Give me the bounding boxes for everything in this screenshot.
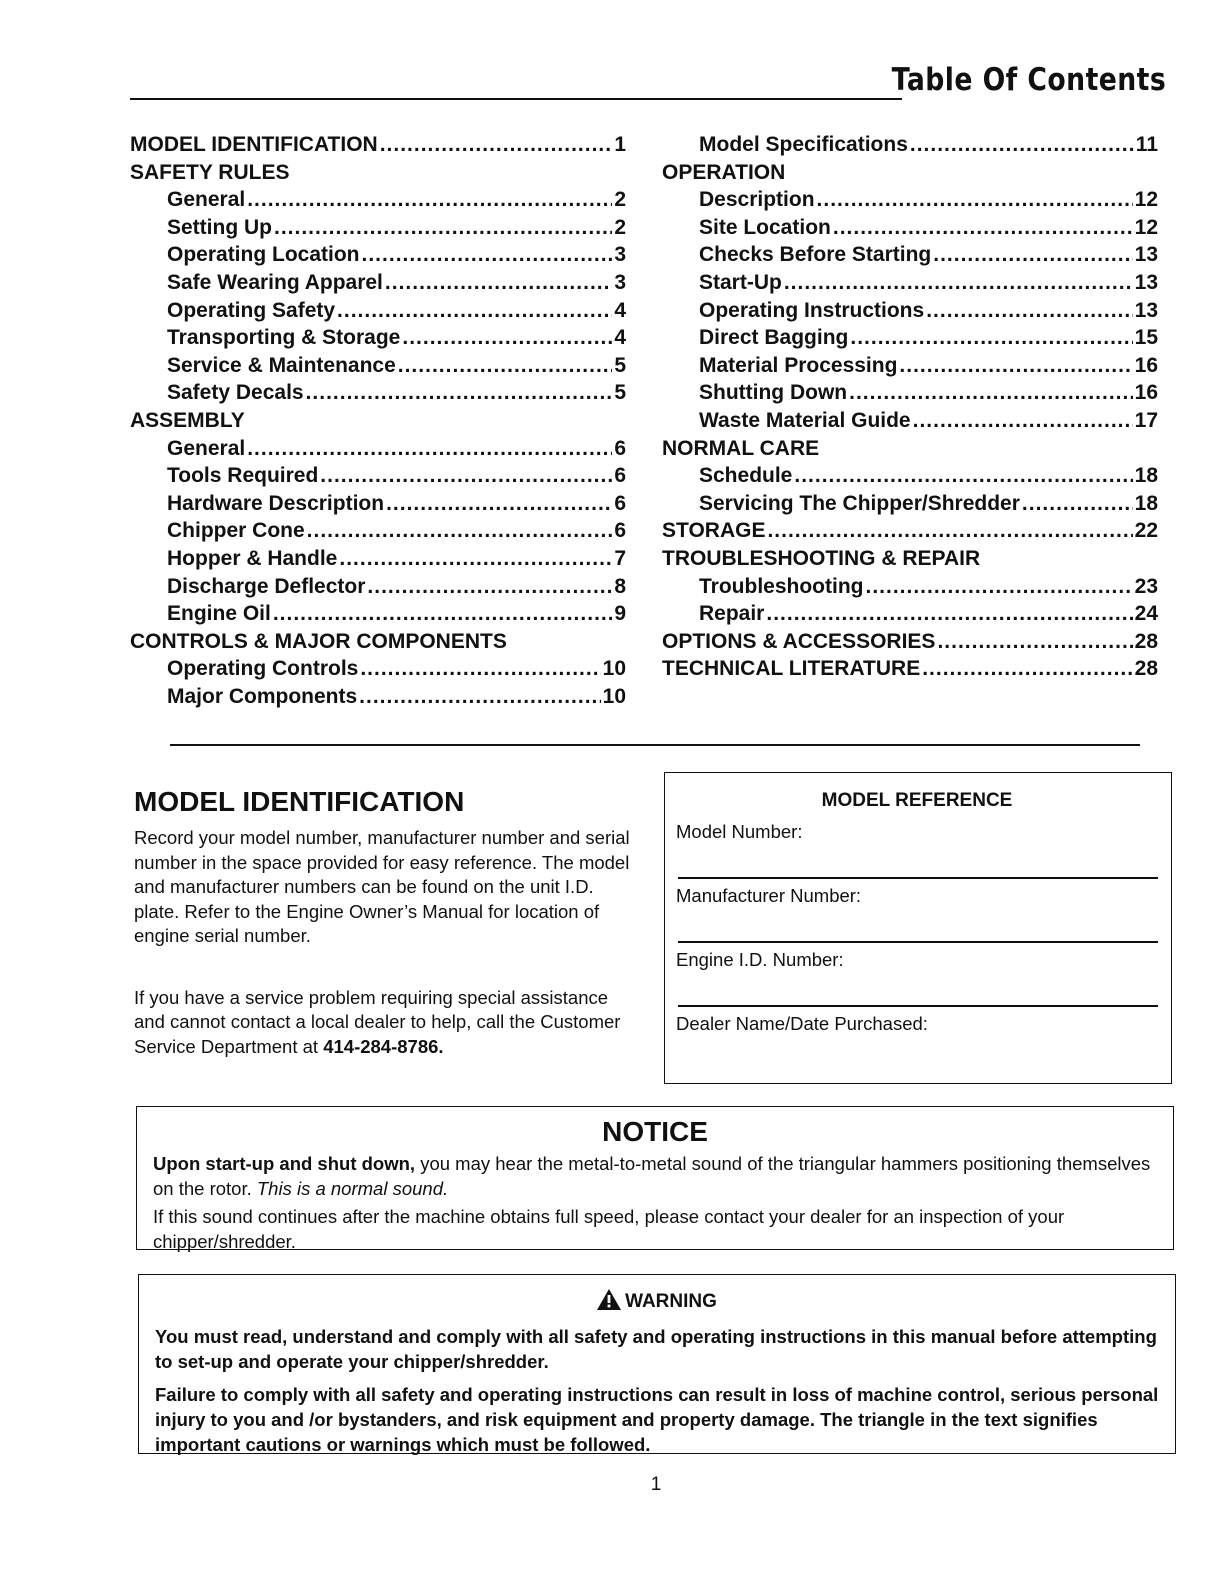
toc-entry <box>662 575 1158 603</box>
toc-dot-leader <box>766 602 1132 626</box>
toc-dot-leader <box>247 188 612 212</box>
toc-entry-page: 18 <box>1134 491 1158 515</box>
toc-entry <box>662 188 1158 216</box>
toc-entry <box>130 575 626 603</box>
toc-entry <box>662 243 1158 271</box>
toc-entry <box>130 409 626 437</box>
toc-header <box>130 62 1166 104</box>
toc-dot-leader <box>899 354 1132 378</box>
toc-dot-leader <box>362 243 613 267</box>
toc-entry <box>662 547 1158 575</box>
toc-dot-leader <box>817 188 1133 212</box>
write-in-line <box>678 877 1158 879</box>
section-heading: MODEL IDENTIFICATION <box>134 786 465 817</box>
field-label: Engine I.D. Number: <box>676 949 844 970</box>
toc-entry-page: 13 <box>1134 243 1158 267</box>
toc-entry-page: 8 <box>614 574 626 598</box>
toc-entry-label: Service & Maintenance <box>167 353 396 377</box>
warning-title: WARNING <box>625 1291 717 1312</box>
toc-entry-label: Hopper & Handle <box>167 546 338 570</box>
toc-entry-label: Tools Required <box>167 464 319 488</box>
field-label: Manufacturer Number: <box>676 885 862 906</box>
toc-entry <box>662 519 1158 547</box>
toc-dot-leader <box>337 299 612 323</box>
toc-dot-leader <box>402 326 612 350</box>
toc-entry-label: Direct Bagging <box>699 326 849 350</box>
field-label: Dealer Name/Date Purchased: <box>676 1013 928 1034</box>
toc-dot-leader <box>937 630 1132 654</box>
notice-paragraph-2: If this sound continues after the machine obtains full speed, please contact your dealer for an inspection of your chipper/shredder. <box>153 1206 1065 1252</box>
toc-entry <box>662 409 1158 437</box>
toc-dot-leader <box>359 685 600 709</box>
toc-dot-leader <box>380 133 613 157</box>
toc-entry <box>130 492 626 520</box>
model-identification-section <box>134 786 634 1059</box>
toc-entry-page: 9 <box>614 602 626 626</box>
toc-entry <box>662 271 1158 299</box>
write-in-line <box>678 1005 1158 1007</box>
warning-paragraph-2: Failure to comply with all safety and operating instructions can result in loss of machine control, serious personal injury to you and /or bystanders, and risk equipment and property damage. The triangle in the text signifies important cautions or warnings which must be followed. <box>155 1384 1159 1455</box>
toc-entry <box>130 133 626 161</box>
toc-entry <box>130 437 626 465</box>
toc-entry-label: MODEL IDENTIFICATION <box>130 133 378 156</box>
toc-entry-label: Checks Before Starting <box>699 243 932 267</box>
toc-entry-label: Schedule <box>699 464 793 488</box>
toc-entry <box>662 630 1158 658</box>
engine-id-number-field <box>676 949 1158 1013</box>
model-reference-heading: MODEL REFERENCE <box>821 790 1013 811</box>
toc-entry-label: Model Specifications <box>699 133 908 156</box>
toc-dot-leader <box>247 437 612 461</box>
toc-dot-leader <box>398 354 613 378</box>
toc-entry <box>130 381 626 409</box>
toc-entry-page: 6 <box>614 436 626 460</box>
toc-dot-leader <box>307 519 613 543</box>
toc-entry-label: Operating Controls <box>167 657 359 681</box>
toc-entry <box>130 685 626 713</box>
toc-entry-page: 28 <box>1134 657 1158 681</box>
toc-entry-label: Site Location <box>699 215 831 239</box>
toc-entry-page: 24 <box>1134 602 1158 626</box>
toc-entry <box>130 519 626 547</box>
phone-number: 414-284-8786. <box>323 1035 444 1057</box>
toc-entry-page: 22 <box>1134 519 1158 543</box>
toc-entry-label: Safe Wearing Apparel <box>167 270 383 294</box>
toc-entry-label: Troubleshooting <box>699 574 864 598</box>
toc-entry <box>130 630 626 658</box>
toc-entry-label: Operating Instructions <box>699 298 925 322</box>
toc-entry <box>662 299 1158 327</box>
toc-entry <box>662 602 1158 630</box>
toc-entry-label: Chipper Cone <box>167 519 305 543</box>
toc-entry-page: 6 <box>614 519 626 543</box>
service-paragraph <box>134 986 634 1060</box>
toc-dot-leader <box>913 409 1133 433</box>
notice-italic: This is a normal sound. <box>256 1177 449 1199</box>
toc-entry <box>130 271 626 299</box>
toc-entry-label: SAFETY RULES <box>130 160 290 184</box>
toc-dot-leader <box>910 133 1134 157</box>
toc-dot-leader <box>385 271 612 295</box>
toc-entry-page: 3 <box>614 243 626 267</box>
toc-entry-label: ASSEMBLY <box>130 408 245 432</box>
toc-entry <box>662 161 1158 189</box>
toc-dot-leader <box>339 547 612 571</box>
toc-entry <box>130 464 626 492</box>
toc-dot-leader <box>1022 492 1133 516</box>
toc-entry-page: 2 <box>614 215 626 239</box>
toc-right-column <box>662 133 1158 685</box>
toc-entry-page: 18 <box>1134 464 1158 488</box>
toc-dot-leader <box>320 464 612 488</box>
toc-entry-label: NORMAL CARE <box>662 436 820 460</box>
toc-entry-label: Material Processing <box>699 353 898 377</box>
toc-entry <box>662 437 1158 465</box>
toc-entry <box>662 381 1158 409</box>
toc-dot-leader <box>794 464 1132 488</box>
toc-entry-label: Repair <box>699 602 765 626</box>
toc-entry-page: 16 <box>1134 353 1158 377</box>
service-text: If you have a service problem requiring special assistance and cannot contact a local dealer to help, call the Customer Service Department at <box>134 986 621 1057</box>
toc-entry-label: Setting Up <box>167 215 272 239</box>
toc-entry-page: 1 <box>614 133 626 156</box>
toc-entry <box>662 354 1158 382</box>
toc-entry-page: 13 <box>1134 270 1158 294</box>
toc-entry-label: CONTROLS & MAJOR COMPONENTS <box>130 629 507 653</box>
toc-entry <box>130 602 626 630</box>
toc-entry <box>130 354 626 382</box>
notice-paragraph-1 <box>153 1152 1157 1201</box>
toc-entry <box>130 326 626 354</box>
toc-entry <box>662 326 1158 354</box>
page-number: 1 <box>650 1474 662 1495</box>
toc-entry <box>130 216 626 244</box>
toc-entry <box>130 547 626 575</box>
warning-box <box>138 1274 1176 1454</box>
toc-entry-label: Transporting & Storage <box>167 326 401 350</box>
field-label: Model Number: <box>676 821 803 842</box>
toc-entry-label: Safety Decals <box>167 381 304 405</box>
model-number-field <box>676 821 1158 885</box>
page-title: Table Of Contents <box>891 62 1166 98</box>
toc-entry-label: TECHNICAL LITERATURE <box>662 657 921 681</box>
toc-entry-label: OPTIONS & ACCESSORIES <box>662 629 936 653</box>
toc-entry <box>662 133 1158 161</box>
notice-box <box>136 1106 1174 1250</box>
toc-entry-label: Waste Material Guide <box>699 408 911 432</box>
toc-dot-leader <box>850 326 1132 350</box>
toc-entry-label: General <box>167 436 246 460</box>
toc-entry-page: 23 <box>1134 574 1158 598</box>
toc-entry-page: 5 <box>614 353 626 377</box>
toc-dot-leader <box>784 271 1133 295</box>
toc-dot-leader <box>922 657 1132 681</box>
toc-dot-leader <box>273 602 612 626</box>
toc-dot-leader <box>367 575 612 599</box>
toc-entry-page: 15 <box>1134 326 1158 350</box>
toc-dot-leader <box>933 243 1132 267</box>
toc-entry-label: STORAGE <box>662 519 766 543</box>
toc-entry-page: 7 <box>614 546 626 570</box>
toc-dot-leader <box>833 216 1133 240</box>
manufacturer-number-field <box>676 885 1158 949</box>
toc-left-column <box>130 133 626 712</box>
toc-entry-page: 10 <box>602 684 626 708</box>
dealer-name-date-field <box>676 1013 1158 1077</box>
warning-triangle-icon <box>597 1289 621 1317</box>
toc-dot-leader <box>926 299 1132 323</box>
notice-bold-lead: Upon start-up and shut down, <box>153 1153 416 1174</box>
toc-dot-leader <box>865 575 1132 599</box>
toc-entry-page: 6 <box>614 464 626 488</box>
toc-entry <box>130 161 626 189</box>
toc-dot-leader <box>360 657 600 681</box>
toc-entry-page: 28 <box>1134 629 1158 653</box>
toc-entry <box>662 464 1158 492</box>
toc-entry-label: General <box>167 188 246 212</box>
toc-entry-label: Operating Safety <box>167 298 336 322</box>
toc-entry-label: Major Components <box>167 684 358 708</box>
toc-entry-page: 5 <box>614 381 626 405</box>
toc-entry <box>130 299 626 327</box>
toc-entry-page: 12 <box>1134 188 1158 212</box>
warning-paragraph-1: You must read, understand and comply with all safety and operating instructions in this manual before attempting to set-up and operate your chipper/shredder. <box>155 1326 1157 1372</box>
toc-entry-label: Operating Location <box>167 243 360 267</box>
model-reference-box <box>664 772 1172 1084</box>
toc-entry-page: 13 <box>1134 298 1158 322</box>
toc-entry-page: 6 <box>614 491 626 515</box>
toc-entry-page: 16 <box>1134 381 1158 405</box>
toc-dot-leader <box>274 216 612 240</box>
toc-entry-page: 2 <box>614 188 626 212</box>
toc-entry-label: Servicing The Chipper/Shredder <box>699 491 1020 515</box>
notice-text: you may hear the metal-to-metal sound of the triangular hammers positioning themselves on the rotor. <box>153 1153 1151 1199</box>
notice-title: NOTICE <box>602 1116 708 1147</box>
toc-entry-label: Start-Up <box>699 270 782 294</box>
toc-entry-label: Hardware Description <box>167 491 385 515</box>
toc-entry <box>130 657 626 685</box>
toc-entry <box>662 657 1158 685</box>
toc-entry <box>662 216 1158 244</box>
toc-entry-label: Engine Oil <box>167 602 271 626</box>
write-in-line <box>678 941 1158 943</box>
toc-entry-label: OPERATION <box>662 160 786 184</box>
toc-entry-page: 11 <box>1135 133 1158 156</box>
toc-dot-leader <box>386 492 612 516</box>
toc-entry-label: Description <box>699 188 815 212</box>
title-rule <box>130 98 902 100</box>
toc-entry-page: 12 <box>1134 215 1158 239</box>
toc-entry-page: 4 <box>614 326 626 350</box>
toc-entry-page: 10 <box>602 657 626 681</box>
toc-entry-label: Shutting Down <box>699 381 848 405</box>
toc-dot-leader <box>767 519 1132 543</box>
toc-dot-leader <box>306 381 613 405</box>
section-divider <box>170 744 1140 746</box>
toc-dot-leader <box>849 381 1133 405</box>
toc-entry-page: 17 <box>1134 408 1158 432</box>
warning-title-row <box>155 1289 1159 1317</box>
toc-entry-label: Discharge Deflector <box>167 574 366 598</box>
toc-entry-page: 3 <box>614 270 626 294</box>
toc-entry-page: 4 <box>614 298 626 322</box>
toc-entry-label: TROUBLESHOOTING & REPAIR <box>662 546 981 570</box>
toc-entry <box>130 188 626 216</box>
toc-entry <box>130 243 626 271</box>
toc-entry <box>662 492 1158 520</box>
intro-paragraph: Record your model number, manufacturer number and serial number in the space provided for easy reference. The model and manufacturer numbers can be found on the unit I.D. plate. Refer to the Engine Owner’s Manual for location of engine serial number. <box>134 827 630 946</box>
